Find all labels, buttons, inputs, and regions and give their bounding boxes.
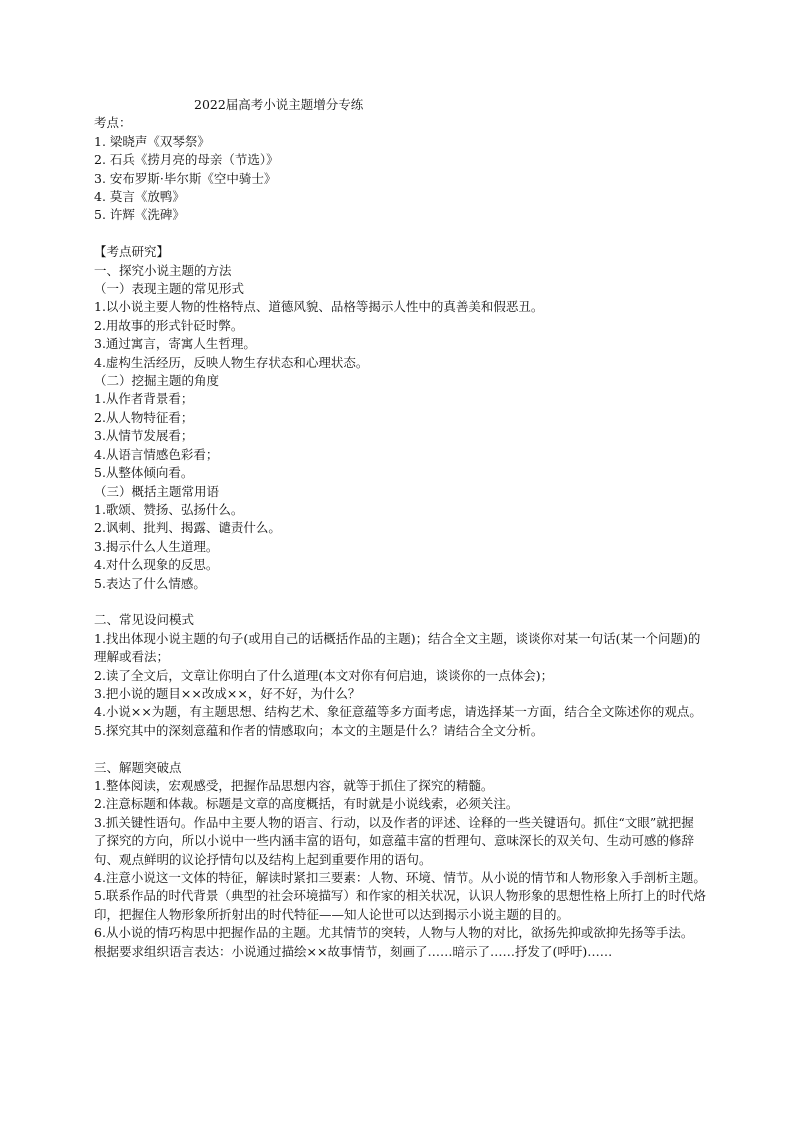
kaodian-label: 考点：: [94, 115, 132, 131]
list-item: 1.找出体现小说主题的句子(或用自己的话概括作品的主题)；结合全文主题，谈谈你对某一句话(某一个问题)的理解或看法；: [94, 630, 701, 665]
kaodian-item: 3. 安布罗斯·毕尔斯《空中骑士》: [94, 170, 277, 186]
list-item: 2.注意标题和体裁。标题是文章的高度概括，有时就是小说线索，必须关注。: [94, 796, 519, 812]
list-item: 4.虚构生活经历，反映人物生存状态和心理状态。: [94, 354, 369, 370]
list-item: 3.揭示什么人生道理。: [94, 538, 219, 554]
list-item: 1.以小说主要人物的性格特点、道德风貌、品格等揭示人性中的真善美和假恶丑。: [94, 299, 544, 315]
list-item: 3.把小说的题目××改成××，好不好，为什么？: [94, 685, 361, 701]
kaodian-item: 5. 许辉《洗碑》: [94, 207, 185, 223]
list-item: 2.读了全文后，文章让你明白了什么道理(本文对你有何启迪，谈谈你的一点体会)；: [94, 667, 554, 683]
kaodian-item: 4. 莫言《放鸭》: [94, 189, 185, 205]
list-item: 4.对什么现象的反思。: [94, 557, 219, 573]
list-item: 2.从人物特征看；: [94, 409, 194, 425]
spacer: [94, 593, 706, 611]
kaodian-item: 1. 梁晓声《双琴祭》: [94, 133, 210, 149]
list-item: 2.讽刺、批判、揭露、谴责什么。: [94, 520, 281, 536]
section-3-heading: 三、解题突破点: [94, 759, 182, 775]
list-item: 5.从整体倾向看。: [94, 465, 194, 481]
list-item: 1.整体阅读，宏观感受，把握作品思想内容，就等于抓住了探究的精髓。: [94, 777, 494, 793]
spacer: [94, 740, 706, 758]
list-item: 3.从情节发展看；: [94, 428, 194, 444]
list-item: 3.抓关键性语句。作品中主要人物的语言、行动，以及作者的评述、诠释的一些关键语句。抓住“文眼”就把握了探究的方向，所以小说中一些内涵丰富的语句，如意蕴丰富的哲理句、意味深长的双关句、生动可感的修辞句、观点鲜明的议论抒情句以及结构上起到重要作用的语句。: [94, 814, 695, 867]
document-title: 2022届高考小说主题增分专练: [194, 97, 364, 112]
document-body: [94, 96, 706, 961]
list-item: 6.从小说的情巧构思中把握作品的主题。尤其情节的突转，人物与人物的对比，欲扬先抑或欲抑先扬等手法。: [94, 925, 694, 941]
kaodian-item: 2. 石兵《捞月亮的母亲（节选）》: [94, 152, 279, 168]
list-item: 4.从语言情感色彩看；: [94, 446, 219, 462]
research-header: 【考点研究】: [94, 244, 170, 260]
section-1-heading: 一、探究小说主题的方法: [94, 262, 232, 278]
closing-template: 根据要求组织语言表达：小说通过描绘××故事情节，刻画了……暗示了……抒发了(呼吁)……: [94, 943, 613, 959]
section-1-sub-2: （二）挖掘主题的角度: [94, 373, 220, 389]
list-item: 4.注意小说这一文体的特征，解读时紧扣三要素：人物、环境、情节。从小说的情节和人物形象入手剖析主题。: [94, 870, 706, 886]
list-item: 5.联系作品的时代背景（典型的社会环境描写）和作家的相关状况，认识人物形象的思想性格上所打上的时代烙印，把握住人物形象所折射出的时代特征——知人论世可以达到揭示小说主题的目的。: [94, 888, 706, 922]
list-item: 1.从作者背景看；: [94, 391, 194, 407]
spacer: [94, 225, 706, 243]
list-item: 2.用故事的形式针砭时弊。: [94, 317, 244, 333]
section-1-sub-3: （三）概括主题常用语: [94, 483, 220, 499]
list-item: 5.表达了什么情感。: [94, 575, 206, 591]
list-item: 5.探究其中的深刻意蕴和作者的情感取向；本文的主题是什么？请结合全文分析。: [94, 722, 544, 738]
list-item: 3.通过寓言，寄寓人生哲理。: [94, 336, 256, 352]
list-item: 1.歌颂、赞扬、弘扬什么。: [94, 501, 244, 517]
list-item: 4.小说××为题，有主题思想、结构艺术、象征意蕴等多方面考虑，请选择某一方面，结合全文陈述你的观点。: [94, 704, 702, 720]
section-1-sub-1: （一）表现主题的常见形式: [94, 281, 245, 297]
section-2-heading: 二、常见设问模式: [94, 612, 195, 628]
